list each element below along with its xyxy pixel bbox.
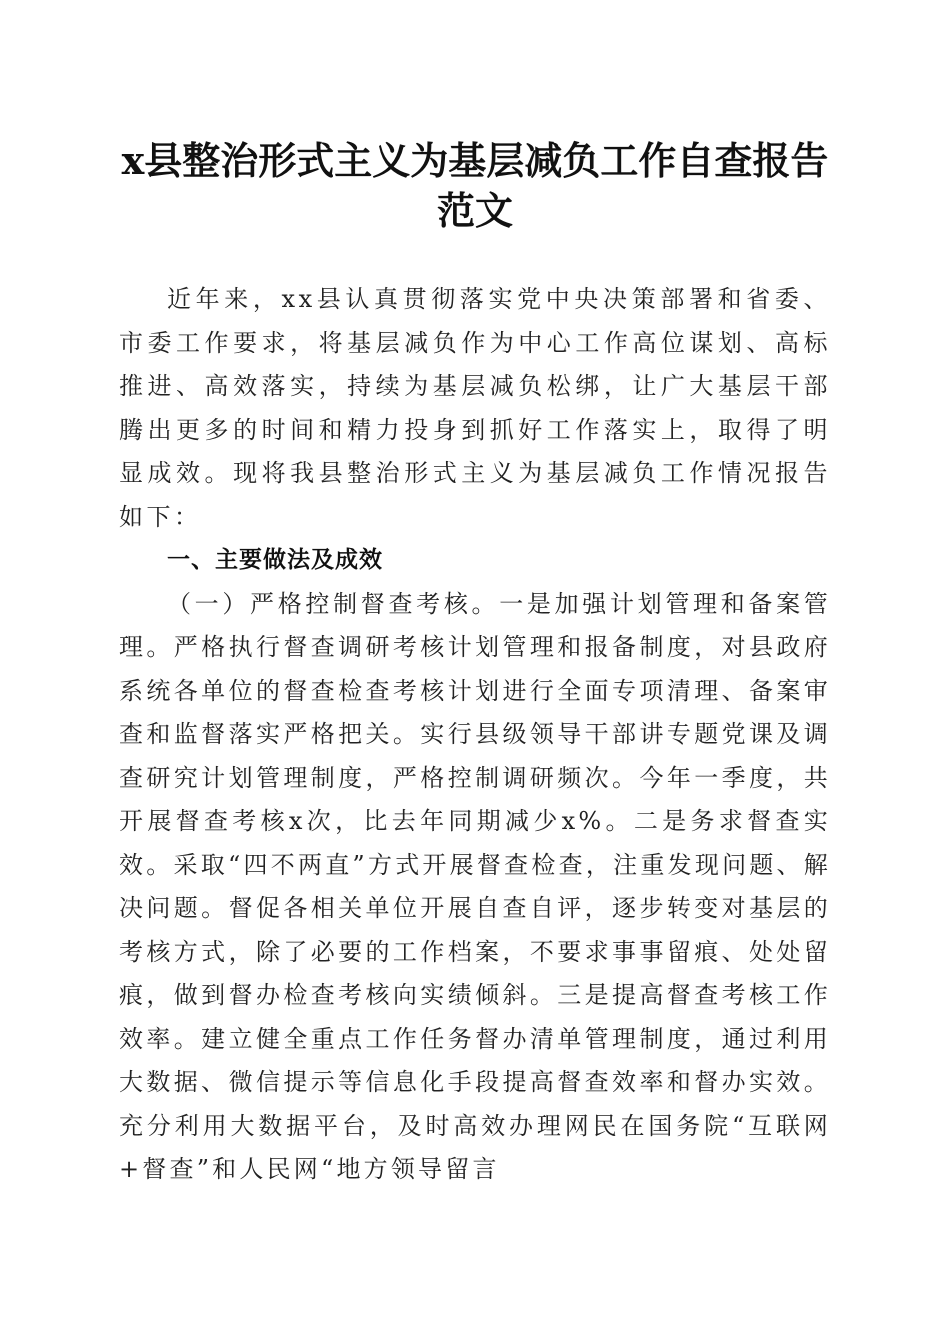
section-paragraph: （一）严格控制督查考核。一是加强计划管理和备案管理。严格执行督查调研考核计划管理和报备制度，对县政府系统各单位的督查检查考核计划进行全面专项清理、备案审查和监督落实严格把关。实行县级领导干部讲专题党课及调查研究计划管理制度，严格控制调研频次。今年一季度，共开展督查考核x次，比去年同期减少x%。二是务求督查实效。采取“四不两直”方式开展督查检查，注重发现问题、解决问题。督促各相关单位开展自查自评，逐步转变对基层的考核方式，除了必要的工作档案，不要求事事留痕、处处留痕，做到督办检查考核向实绩倾斜。三是提高督查考核工作效率。建立健全重点工作任务督办清单管理制度，通过利用大数据、微信提示等信息化手段提高督查效率和督办实效。充分利用大数据平台，及时高效办理网民在国务院“互联网+督查”和人民网“地方领导留言 (119, 589, 831, 1183)
document-title: x县整治形式主义为基层减负工作自查报告范文 (121, 138, 829, 233)
intro-paragraph: 近年来，xx县认真贯彻落实党中央决策部署和省委、市委工作要求，将基层减负作为中心工作高位谋划、高标推进、高效落实，持续为基层减负松绑，让广大基层干部腾出更多的时间和精力投身到抓好工作落实上，取得了明显成效。现将我县整治形式主义为基层减负工作情况报告如下： (119, 285, 831, 531)
document-body (119, 278, 831, 1192)
section-heading: 一、主要做法及成效 (167, 547, 383, 573)
